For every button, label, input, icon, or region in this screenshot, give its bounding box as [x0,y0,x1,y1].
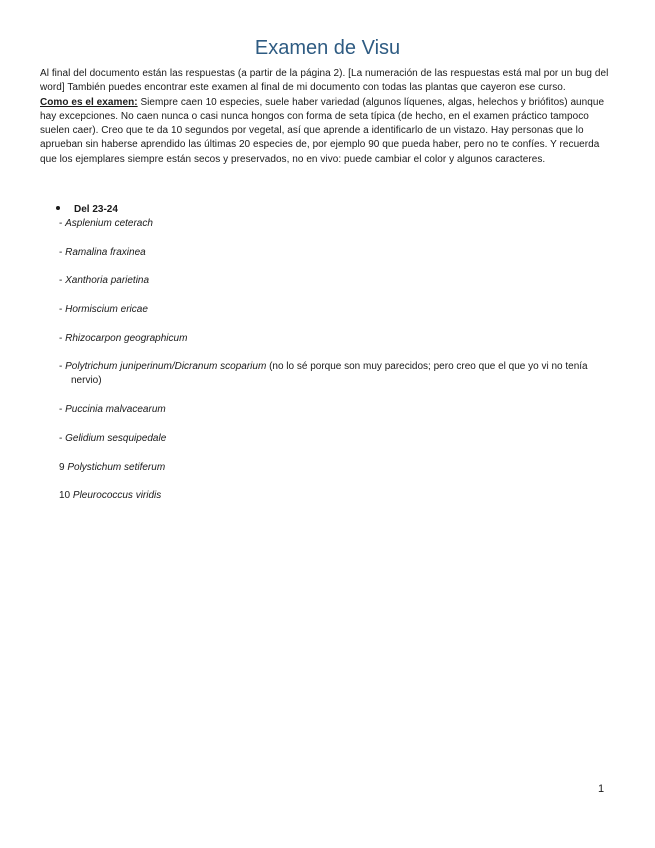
list-item-prefix: - [59,432,66,444]
species-name: Rhizocarpon geographicum [65,332,188,344]
exam-description-label: Como es el examen: [40,96,138,108]
species-list [59,217,599,518]
list-item-prefix: 10 [59,490,73,502]
species-name: Hormiscium ericae [65,304,148,316]
list-item-prefix: - [59,218,66,229]
list-item [59,332,599,346]
list-item-prefix: - [59,304,66,316]
species-name: Pleurococcus viridis [72,490,162,502]
species-name: Asplenium ceterach [65,218,153,229]
list-item [59,461,599,475]
species-name: Xanthoria parietina [65,275,150,287]
list-item [59,274,599,288]
list-item [59,360,599,388]
species-name: Polytrichum juniperinum/Dicranum scoparium [65,361,267,373]
bullet-icon [56,206,60,210]
list-item-prefix: - [59,332,66,344]
species-name: Ramalina fraxinea [65,246,146,258]
list-item-prefix: - [59,361,66,373]
document-title: Examen de Visu [254,37,401,59]
section-heading [56,203,118,217]
list-item [59,432,599,446]
intro-paragraph-exam [40,96,612,167]
list-item-prefix: - [59,246,66,258]
exam-description-text: Siempre caen 10 especies, suele haber variedad (algunos líquenes, algas, helechos y briófitos) aunque hay excepciones. No caen nunca o casi nunca hongos con forma de seta típica (de hecho, en el examen práctico tampoco suelen caer). Creo que te da 10 segundos por vegetal, así que aprende a identificarlo de un vistazo. Hay personas que lo aprueban sin haberse aprendido las últimas 20 especies de, por ejemplo 90 que pueda haber, pero no te confíes. Y recuerda que los ejemplares siempre están secos y preservados, no en vivo: puede cambiar el color y algunos caracteres. [40,96,605,165]
species-note: (no lo sé porque son muy parecidos; pero creo que el que yo vi no tenía nervio) [71,361,588,387]
list-item-prefix: - [59,275,66,287]
species-name: Puccinia malvacearum [65,404,166,416]
page-number: 1 [598,783,605,795]
list-item [59,303,599,317]
species-name: Gelidium sesquipedale [65,432,167,444]
intro-text [40,67,612,167]
list-item-prefix: - [59,404,66,416]
species-name: Polystichum setiferum [67,461,166,473]
list-item-prefix: 9 [59,461,68,473]
list-item [59,246,599,260]
list-item [59,217,599,231]
list-item [59,489,599,503]
section-label: Del 23-24 [74,204,118,215]
intro-paragraph-answers: Al final del documento están las respuestas (a partir de la página 2). [La numeración de las respuestas está mal por un bug del word] También puedes encontrar este examen al final de mi documento con todas las plantas que cayeron ese curso. [40,68,609,94]
list-item [59,403,599,417]
